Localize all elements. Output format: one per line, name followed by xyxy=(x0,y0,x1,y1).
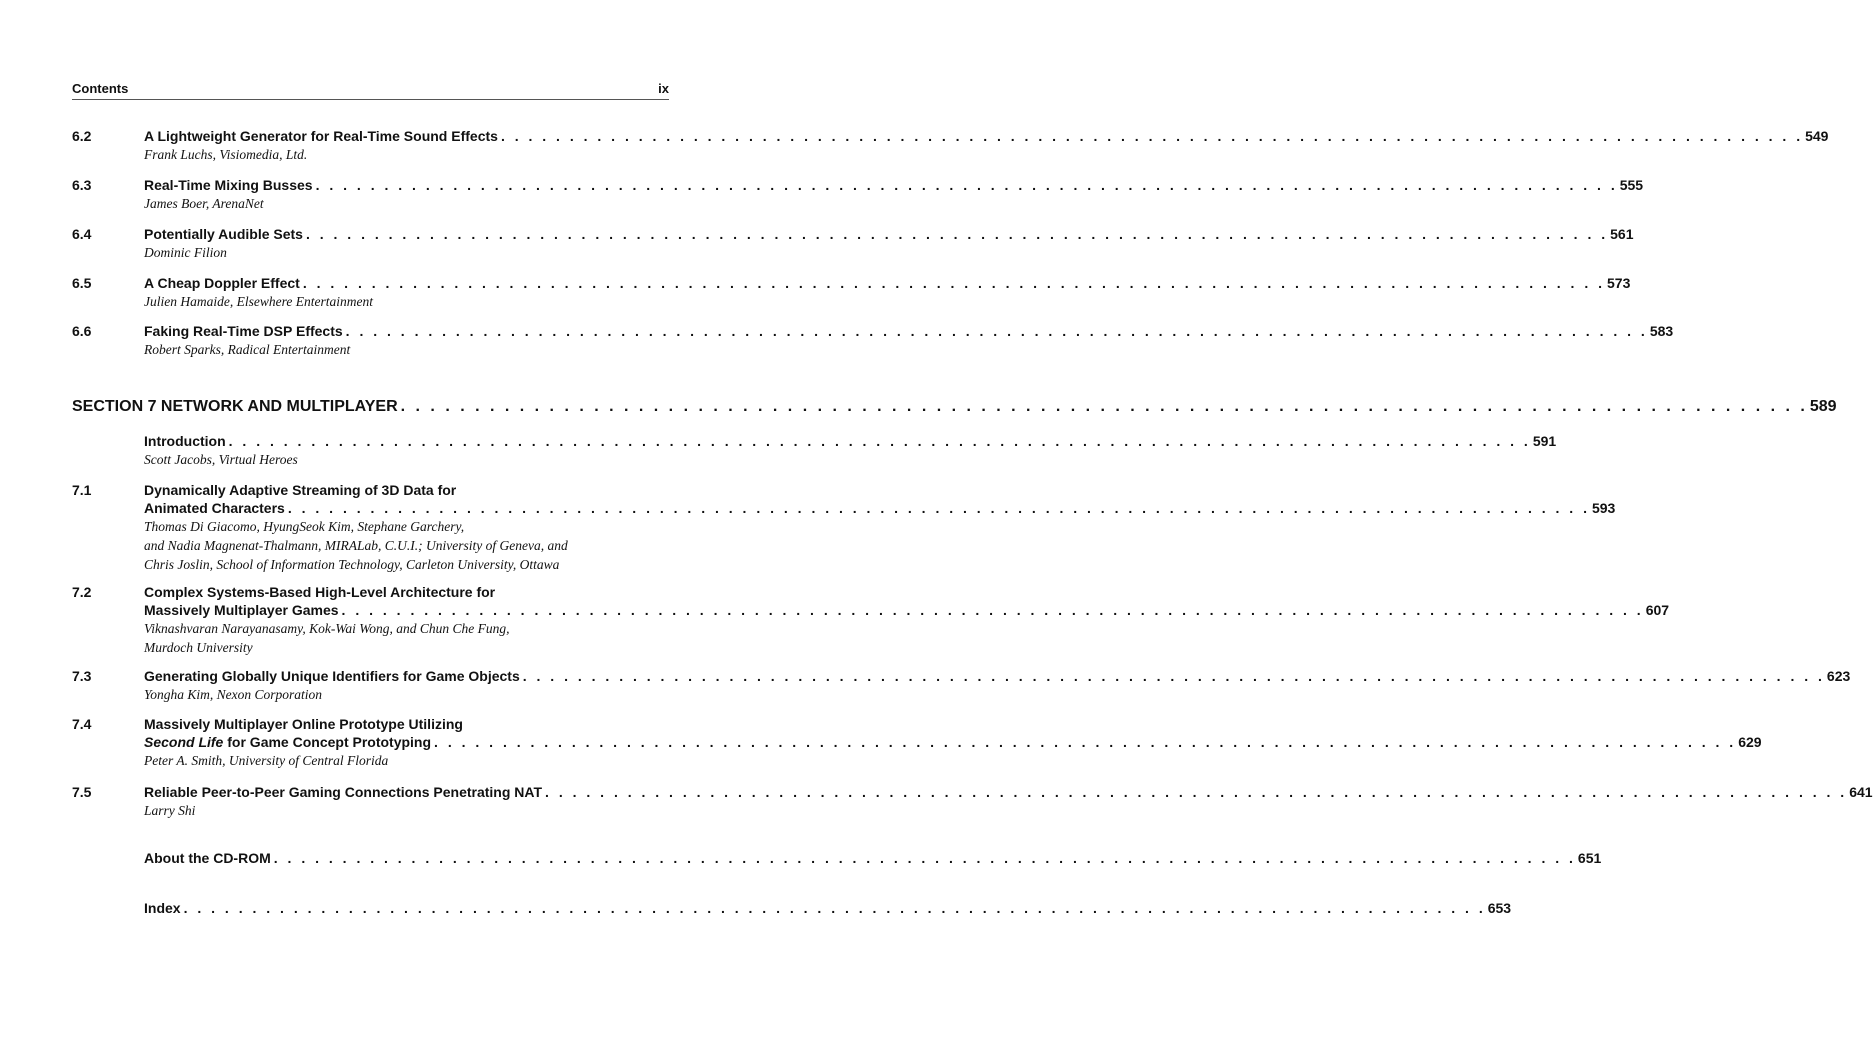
entry-title-rest: for Game Concept Prototyping xyxy=(223,734,432,750)
dot-leader: . . . . . . . . . . . . . . . . . . . . . . . . . . . . . . . . . . . . . . . . . . . . . . . . . . . . . . . . . . . . . . . . . . . . . . . . . . . . . . . . . . . . . . . . . . . . . . . xyxy=(228,433,1531,449)
entry-page: 555 xyxy=(1619,177,1644,193)
entry-number: 6.5 xyxy=(72,275,92,291)
dot-leader: . . . . . . . . . . . . . . . . . . . . . . . . . . . . . . . . . . . . . . . . . . . . . . . . . . . . . . . . . . . . . . . . . . . . . . . . . . . . . . . . . . . . . . . . . . . . . . . xyxy=(545,784,1848,800)
entry-number: 6.2 xyxy=(72,128,92,144)
entry-title[interactable]: A Cheap Doppler Effect xyxy=(144,275,300,291)
entry-title-emphasis: Second Life xyxy=(144,734,224,750)
entry-authors: Thomas Di Giacomo, HyungSeok Kim, Stephane Garchery, xyxy=(144,519,465,534)
entry-number: 7.5 xyxy=(72,784,92,800)
dot-leader: . . . . . . . . . . . . . . . . . . . . . . . . . . . . . . . . . . . . . . . . . . . . . . . . . . . . . . . . . . . . . . . . . . . . . . . . . . . . . . . . . . . . . . . . . . . . . . . xyxy=(400,398,1808,415)
dot-leader: . . . . . . . . . . . . . . . . . . . . . . . . . . . . . . . . . . . . . . . . . . . . . . . . . . . . . . . . . . . . . . . . . . . . . . . . . . . . . . . . . . . . . . . . . . . . . . . xyxy=(305,226,1609,242)
entry-title-line-1[interactable]: Dynamically Adaptive Streaming of 3D Data for xyxy=(144,482,457,498)
section-title[interactable]: SECTION 7 NETWORK AND MULTIPLAYER xyxy=(72,398,398,415)
entry-page: 561 xyxy=(1610,226,1634,242)
dot-leader: . . . . . . . . . . . . . . . . . . . . . . . . . . . . . . . . . . . . . . . . . . . . . . . . . . . . . . . . . . . . . . . . . . . . . . . . . . . . . . . . . . . . . . . . . . . . . . . xyxy=(341,602,1644,618)
entry-page: 549 xyxy=(1805,128,1829,144)
entry-authors: Dominic Filion xyxy=(144,245,227,260)
dot-leader: . . . . . . . . . . . . . . . . . . . . . . . . . . . . . . . . . . . . . . . . . . . . . . . . . . . . . . . . . . . . . . . . . . . . . . . . . . . . . . . . . . . . . . . . . . . . . . . xyxy=(522,668,1825,684)
entry-number: 6.4 xyxy=(72,226,92,242)
dot-leader: . . . . . . . . . . . . . . . . . . . . . . . . . . . . . . . . . . . . . . . . . . . . . . . . . . . . . . . . . . . . . . . . . . . . . . . . . . . . . . . . . . . . . . . . . . . . . . . xyxy=(273,850,1576,866)
entry-authors: Yongha Kim, Nexon Corporation xyxy=(144,687,323,702)
dot-leader: . . . . . . . . . . . . . . . . . . . . . . . . . . . . . . . . . . . . . . . . . . . . . . . . . . . . . . . . . . . . . . . . . . . . . . . . . . . . . . . . . . . . . . . . . . . . . . . xyxy=(183,900,1486,916)
entry-title-line-2[interactable]: Animated Characters xyxy=(144,500,285,516)
dot-leader: . . . . . . . . . . . . . . . . . . . . . . . . . . . . . . . . . . . . . . . . . . . . . . . . . . . . . . . . . . . . . . . . . . . . . . . . . . . . . . . . . . . . . . . . . . . . . . . xyxy=(500,128,1804,144)
entry-page: 629 xyxy=(1738,734,1762,750)
section-heading[interactable] xyxy=(72,397,1837,417)
entry-title[interactable]: Faking Real-Time DSP Effects xyxy=(144,323,343,339)
entry-title[interactable]: Introduction xyxy=(144,433,226,449)
entry-title[interactable]: Real-Time Mixing Busses xyxy=(144,177,313,193)
entry-title[interactable]: Reliable Peer-to-Peer Gaming Connections Penetrating NAT xyxy=(144,784,543,800)
entry-title-line-2[interactable]: Massively Multiplayer Games xyxy=(144,602,339,618)
entry-title[interactable]: About the CD-ROM xyxy=(144,850,271,866)
entry-authors: Peter A. Smith, University of Central Florida xyxy=(144,753,389,768)
section-page: 589 xyxy=(1809,398,1837,415)
entry-number: 7.1 xyxy=(72,482,92,498)
dot-leader: . . . . . . . . . . . . . . . . . . . . . . . . . . . . . . . . . . . . . . . . . . . . . . . . . . . . . . . . . . . . . . . . . . . . . . . . . . . . . . . . . . . . . . . . . . . . . . . xyxy=(315,177,1618,193)
dot-leader: . . . . . . . . . . . . . . . . . . . . . . . . . . . . . . . . . . . . . . . . . . . . . . . . . . . . . . . . . . . . . . . . . . . . . . . . . . . . . . . . . . . . . . . . . . . . . . . xyxy=(302,275,1605,291)
entry-title-line-1[interactable]: Complex Systems-Based High-Level Architecture for xyxy=(144,584,496,600)
entry-page: 651 xyxy=(1577,850,1602,866)
entry-page: 607 xyxy=(1645,602,1670,618)
entry-page: 573 xyxy=(1607,275,1631,291)
entry-authors: Viknashvaran Narayanasamy, Kok-Wai Wong, and Chun Che Fung, xyxy=(144,621,510,636)
entry-number: 7.3 xyxy=(72,668,92,684)
dot-leader: . . . . . . . . . . . . . . . . . . . . . . . . . . . . . . . . . . . . . . . . . . . . . . . . . . . . . . . . . . . . . . . . . . . . . . . . . . . . . . . . . . . . . . . . . . . . . . . xyxy=(434,734,1737,750)
entry-authors: Scott Jacobs, Virtual Heroes xyxy=(144,452,298,467)
dot-leader: . . . . . . . . . . . . . . . . . . . . . . . . . . . . . . . . . . . . . . . . . . . . . . . . . . . . . . . . . . . . . . . . . . . . . . . . . . . . . . . . . . . . . . . . . . . . . . . xyxy=(287,500,1590,516)
entry-title[interactable]: Potentially Audible Sets xyxy=(144,226,303,242)
entry-authors: Larry Shi xyxy=(144,803,196,818)
entry-page: 593 xyxy=(1591,500,1616,516)
running-head xyxy=(72,81,669,99)
entry-authors: and Nadia Magnenat-Thalmann, MIRALab, C.U.I.; University of Geneva, and xyxy=(144,538,568,553)
entry-number: 7.4 xyxy=(72,716,92,732)
page-number: ix xyxy=(658,81,669,96)
entry-page: 653 xyxy=(1487,900,1512,916)
entry-authors: Chris Joslin, School of Information Technology, Carleton University, Ottawa xyxy=(144,557,560,572)
entry-authors: Robert Sparks, Radical Entertainment xyxy=(144,342,351,357)
entry-title[interactable]: A Lightweight Generator for Real-Time Sound Effects xyxy=(144,128,498,144)
dot-leader: . . . . . . . . . . . . . . . . . . . . . . . . . . . . . . . . . . . . . . . . . . . . . . . . . . . . . . . . . . . . . . . . . . . . . . . . . . . . . . . . . . . . . . . . . . . . . . . xyxy=(345,323,1648,339)
entry-page: 641 xyxy=(1849,784,1873,800)
entry-title[interactable]: Index xyxy=(144,900,181,916)
entry-authors: Julien Hamaide, Elsewhere Entertainment xyxy=(144,294,373,309)
entry-number: 7.2 xyxy=(72,584,92,600)
running-head-title: Contents xyxy=(72,81,129,96)
entry-authors: Frank Luchs, Visiomedia, Ltd. xyxy=(144,147,308,162)
entry-authors: James Boer, ArenaNet xyxy=(144,196,264,211)
entry-page: 591 xyxy=(1532,433,1557,449)
header-rule xyxy=(72,99,669,100)
entry-page: 623 xyxy=(1826,668,1851,684)
entry-number: 6.6 xyxy=(72,323,92,339)
entry-authors: Murdoch University xyxy=(144,640,253,655)
entry-page: 583 xyxy=(1649,323,1674,339)
entry-title-line-1[interactable]: Massively Multiplayer Online Prototype Utilizing xyxy=(144,716,463,732)
entry-title[interactable]: Generating Globally Unique Identifiers for Game Objects xyxy=(144,668,520,684)
entry-title-line-2[interactable] xyxy=(144,733,431,751)
entry-number: 6.3 xyxy=(72,177,92,193)
